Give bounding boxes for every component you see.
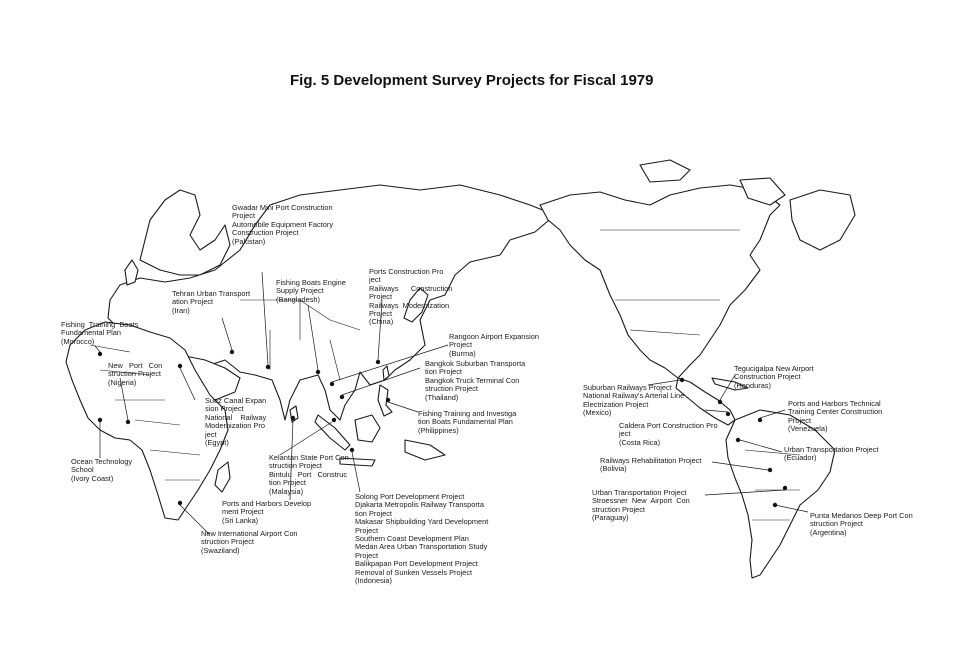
project-label-morocco: Fishing Training Boats Fundamental Plan (Morocco) <box>61 320 139 346</box>
project-label-costa-rica: Caldera Port Construction Pro ject (Costa Rica) <box>619 421 718 447</box>
project-label-bangladesh: Fishing Boats Engine Supply Project (Bangladesh) <box>276 278 346 304</box>
marker-malaysia <box>332 418 336 422</box>
project-label-egypt: Suez Canal Expan sion Project National Railway Modernization Pro ject (Egypt) <box>205 396 267 448</box>
borneo-landmass <box>355 415 380 442</box>
project-label-argentina: Punta Medanos Deep Port Con struction Project (Argentina) <box>810 511 913 537</box>
north-america-landmass <box>540 185 780 378</box>
project-label-nigeria: New Port Con struction Project (Nigeria) <box>108 361 163 387</box>
marker-nigeria <box>126 420 130 424</box>
leader-indonesia <box>352 452 360 492</box>
marker-mexico <box>680 378 684 382</box>
marker-egypt <box>178 364 182 368</box>
marker-swaziland <box>178 501 182 505</box>
project-label-pakistan: Gwadar Mini Port Construction Project Automobile Equipment Factory Construction Project (Pakistan) <box>232 203 334 246</box>
project-label-mexico: Suburban Railways Project National Railway's Arterial Line Electrization Project (Mexico) <box>583 383 685 418</box>
marker-indonesia <box>350 448 354 452</box>
leader-malaysia <box>280 422 332 455</box>
marker-honduras <box>718 400 722 404</box>
marker-argentina <box>773 503 777 507</box>
marker-ecuador <box>736 438 740 442</box>
scandinavia-landmass <box>140 190 230 275</box>
project-label-china: Ports Construction Pro ject Railways Construction Project Railways Modernization Project (China) <box>369 267 453 327</box>
leader-philippines <box>388 402 418 412</box>
project-label-ivory-coast: Ocean Technology School (Ivory Coast) <box>71 457 133 483</box>
project-label-iran: Tehran Urban Transport ation Project (Iran) <box>172 289 251 315</box>
marker-morocco <box>98 352 102 356</box>
south-america-landmass <box>726 410 835 578</box>
greenland-landmass <box>790 190 855 250</box>
marker-pakistan <box>266 365 270 369</box>
project-label-malaysia: Kelantan State Port Con struction Project Bintulu Port Construc tion Project (Malaysia) <box>269 453 349 496</box>
marker-thailand <box>340 395 344 399</box>
marker-philippines <box>386 398 390 402</box>
project-label-thailand: Bangkok Suburban Transporta tion Project Bangkok Truck Terminal Con struction Project (Thailand) <box>425 359 526 402</box>
figure-title: Fig. 5 Development Survey Projects for Fiscal 1979 <box>290 72 654 89</box>
madagascar-landmass <box>215 462 230 492</box>
marker-china <box>376 360 380 364</box>
project-label-swaziland: New International Airport Con struction Project (Swaziland) <box>201 529 298 555</box>
project-label-venezuela: Ports and Harbors Technical Training Center Construction Project (Venezuela) <box>788 399 883 434</box>
project-label-philippines: Fishing Training and Investiga tion Boats Fundamental Plan (Philippines) <box>418 409 517 435</box>
project-label-bolivia: Railways Rehabilitation Project (Bolivia) <box>600 456 702 474</box>
arctic-islands-landmass <box>640 160 690 182</box>
project-label-sri-lanka: Ports and Harbors Develop ment Project (Sri Lanka) <box>222 499 312 525</box>
marker-burma <box>330 382 334 386</box>
marker-iran <box>230 350 234 354</box>
marker-bangladesh <box>316 370 320 374</box>
project-label-indonesia: Solong Port Development Project Djakarta Metropolis Railway Transporta tion Project Makasar Shipbuilding Yard Development Project Southern Coast Development Plan Medan Area Urban Transportation Study Project Balikpapan Port Development Project Removal of Sunken Vessels Project (Indonesia) <box>355 492 489 586</box>
new-guinea-landmass <box>405 440 445 460</box>
project-label-honduras: Tegucigalpa New Airport Construction Project (Honduras) <box>734 364 814 390</box>
marker-ivory-coast <box>98 418 102 422</box>
project-label-paraguay: Urban Transportation Project Stroessner New Airport Con struction Project (Paraguay) <box>592 488 690 523</box>
marker-venezuela <box>758 418 762 422</box>
project-label-ecuador: Urban Transportation Project (Ecuador) <box>784 445 879 463</box>
marker-costa-rica <box>726 412 730 416</box>
marker-sri-lanka <box>291 416 295 420</box>
marker-paraguay <box>783 486 787 490</box>
project-label-burma: Rangoon Airport Expansion Project (Burma) <box>449 332 539 358</box>
marker-bolivia <box>768 468 772 472</box>
